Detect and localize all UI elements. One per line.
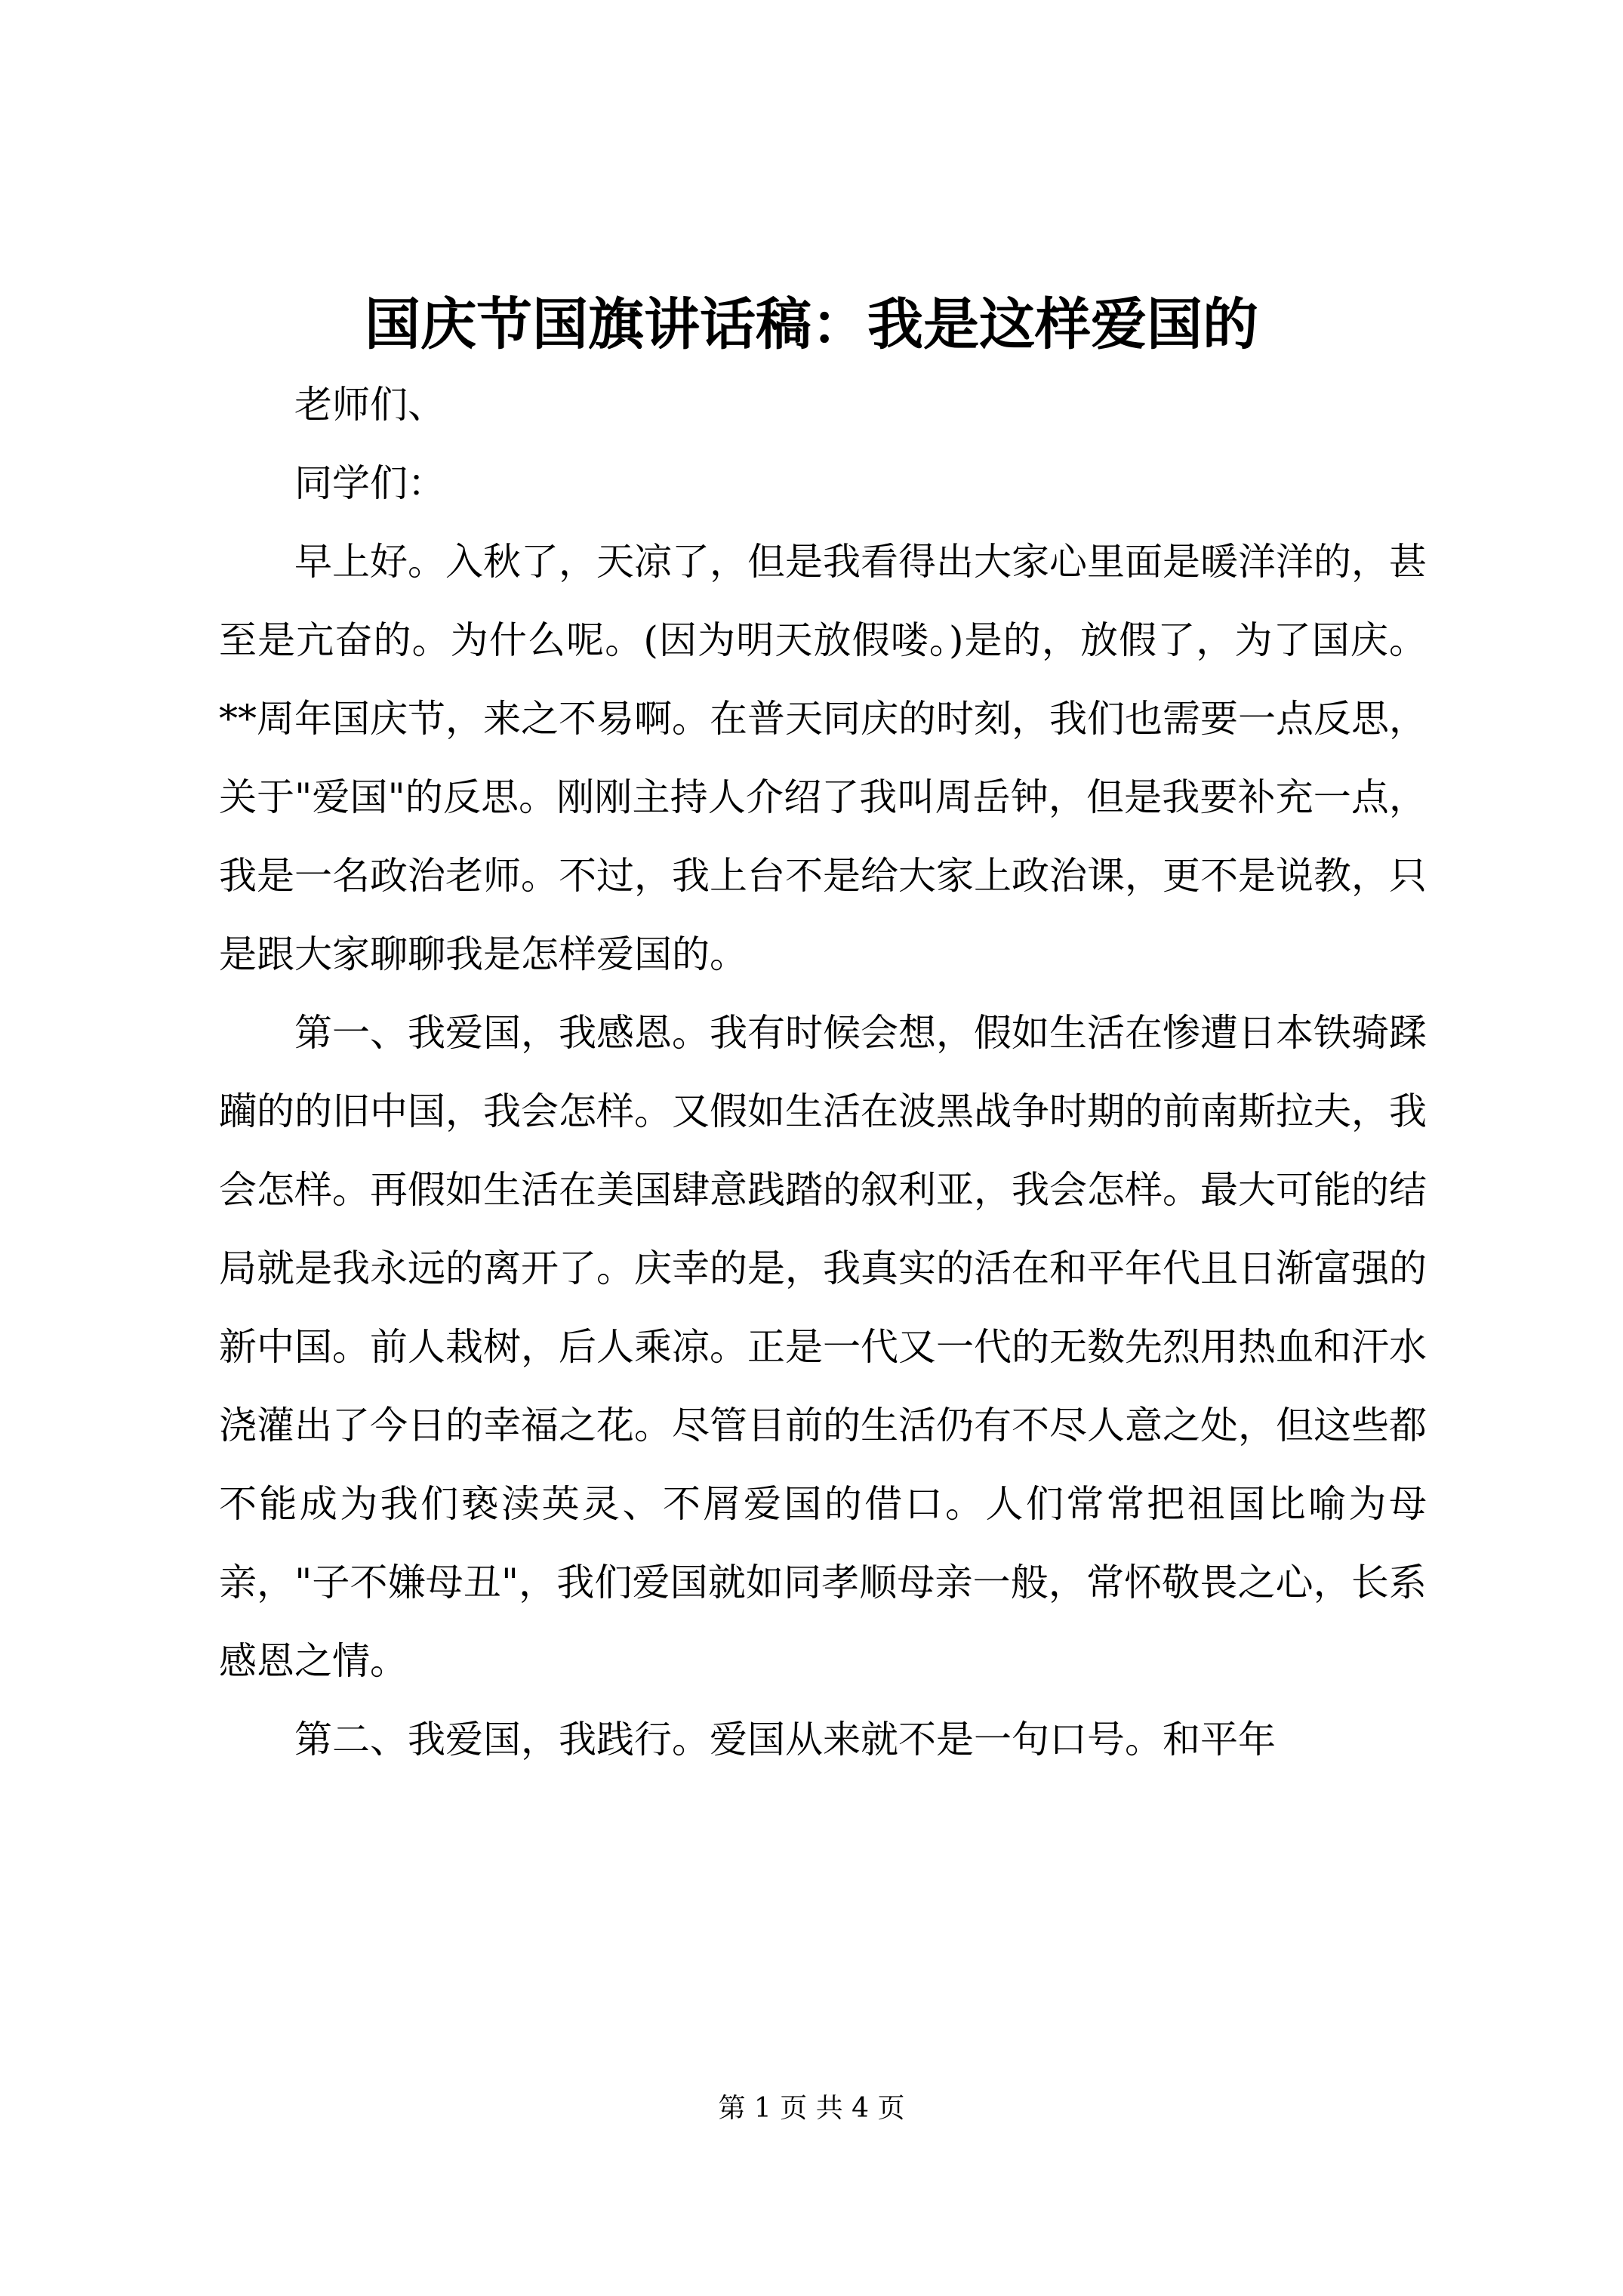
paragraph-second-point: 第二、我爱国，我践行。爱国从来就不是一句口号。和平年	[294, 1718, 1276, 1761]
page-footer: 第 1 页 共 4 页	[718, 2093, 905, 2124]
paragraph-greeting: 早上好。入秋了，天凉了，但是我看得出大家心里面是暖洋洋的，甚至是亢奋的。为什么呢。(因为明天放假喽。)是的，放假了，为了国庆。**周年国庆节，来之不易啊。在普天同庆的时刻，我们也需要一点反思，关于"爱国"的反思。刚刚主持人介绍了我叫周岳钟，但是我要补充一点，我是一名政治老师。不过，我上台不是给大家上政治课，更不是说教，只是跟大家聊聊我是怎样爱国的。	[219, 540, 1427, 976]
salutation-students: 同学们：	[294, 461, 445, 505]
paragraph-first-point: 第一、我爱国，我感恩。我有时候会想，假如生活在惨遭日本铁骑蹂躏的的旧中国，我会怎样。又假如生活在波黑战争时期的前南斯拉夫，我会怎样。再假如生活在美国肆意践踏的叙利亚，我会怎样。最大可能的结局就是我永远的离开了。庆幸的是，我真实的活在和平年代且日渐富强的新中国。前人栽树，后人乘凉。正是一代又一代的无数先烈用热血和汗水浇灌出了今日的幸福之花。尽管目前的生活仍有不尽人意之处，但这些都不能成为我们亵渎英灵、不屑爱国的借口。人们常常把祖国比喻为母亲，"子不嫌母丑"，我们爱国就如同孝顺母亲一般，常怀敬畏之心，长系感恩之情。	[219, 1011, 1427, 1683]
salutation-teachers: 老师们、	[294, 383, 445, 427]
document-title: 国庆节国旗讲话稿：我是这样爱国的	[365, 292, 1258, 357]
document-body	[219, 365, 1427, 1779]
